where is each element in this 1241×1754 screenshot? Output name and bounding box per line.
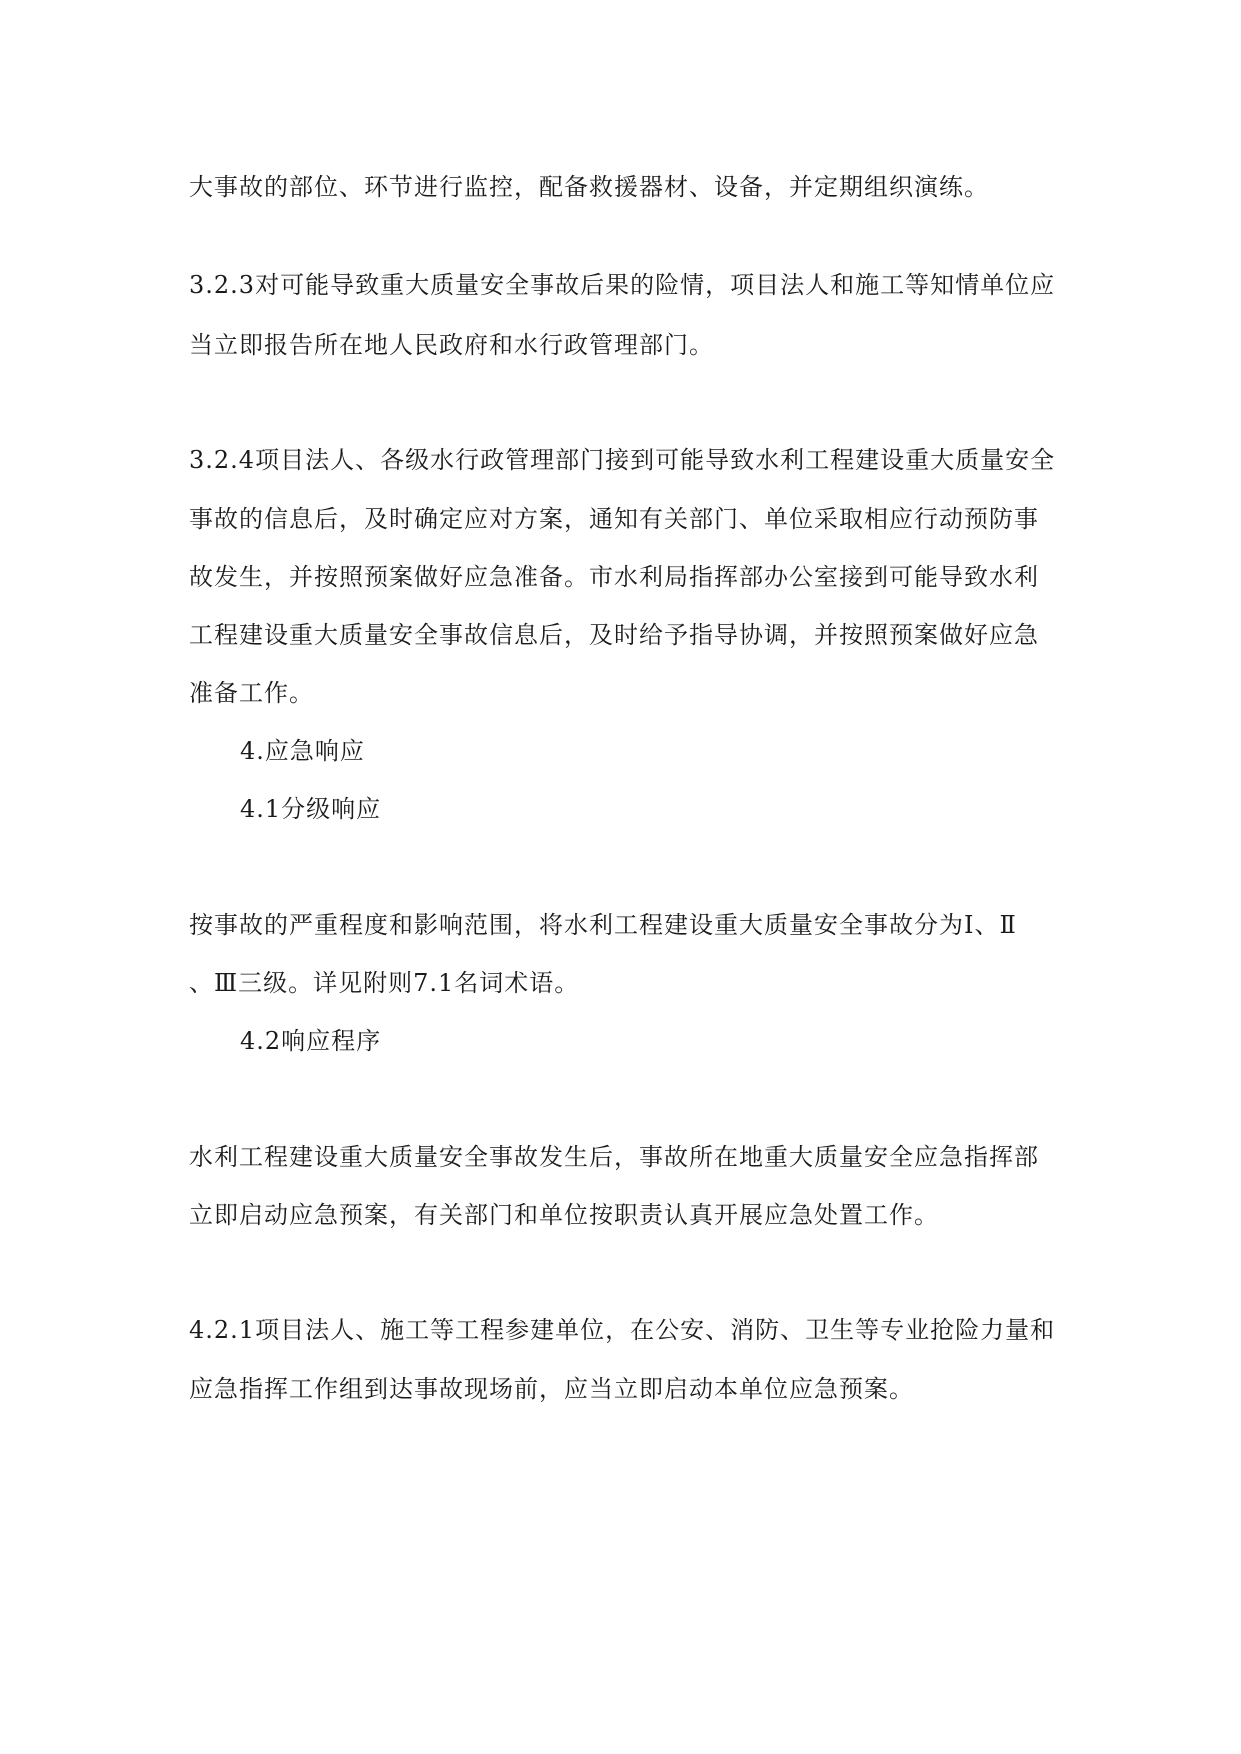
text-line: 3.2.4项目法人、各级水行政管理部门接到可能导致水利工程建设重大质量安全 [189,446,1056,474]
text-line: 3.2.3对可能导致重大质量安全事故后果的险情，项目法人和施工等知情单位应 [189,271,1056,299]
text-line: 应急指挥工作组到达事故现场前，应当立即启动本单位应急预案。 [189,1375,914,1403]
section-heading: 4.1分级响应 [240,795,382,823]
text-line: 水利工程建设重大质量安全事故发生后，事故所在地重大质量安全应急指挥部 [189,1143,1039,1171]
text-line: 按事故的严重程度和影响范围，将水利工程建设重大质量安全事故分为Ⅰ、Ⅱ [189,911,1017,939]
text-line: 工程建设重大质量安全事故信息后，及时给予指导协调，并按照预案做好应急 [189,621,1039,649]
text-line: 4.2.1项目法人、施工等工程参建单位，在公安、消防、卫生等专业抢险力量和 [189,1316,1056,1344]
section-heading: 4.2响应程序 [240,1027,382,1055]
text-line: 准备工作。 [189,679,314,707]
text-line: 大事故的部位、环节进行监控，配备救援器材、设备，并定期组织演练。 [189,173,989,201]
text-line: 事故的信息后，及时确定应对方案，通知有关部门、单位采取相应行动预防事 [189,505,1039,533]
text-line: 立即启动应急预案，有关部门和单位按职责认真开展应急处置工作。 [189,1201,939,1229]
text-line: 、Ⅲ三级。详见附则7.1名词术语。 [189,969,580,997]
text-line: 故发生，并按照预案做好应急准备。市水利局指挥部办公室接到可能导致水利 [189,563,1039,591]
text-line: 当立即报告所在地人民政府和水行政管理部门。 [189,331,714,359]
section-heading: 4.应急响应 [240,737,365,765]
